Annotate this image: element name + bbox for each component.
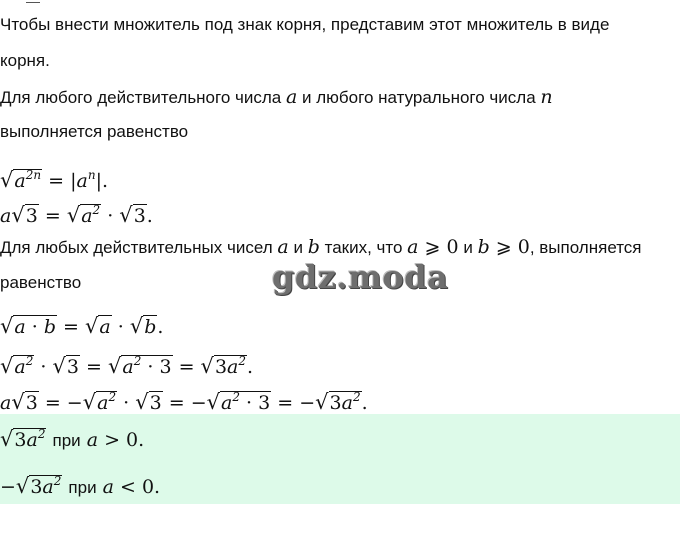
paragraph-2-text-b: и любого натурального числа (302, 88, 536, 107)
watermark-logo: gdz.moda (272, 258, 449, 296)
var-a: a (285, 86, 298, 108)
paragraph-3-line-1 (0, 236, 642, 259)
var-a: a (277, 236, 289, 258)
condition-a: a ⩾ 0 (407, 236, 459, 258)
answer-positive-pri: при (52, 431, 81, 450)
formula-a-sqrt3: $a√3 = √a^2 \cdot √3$. (0, 203, 153, 227)
var-n: n (540, 86, 553, 108)
paragraph-3-text-b: и (293, 238, 303, 257)
paragraph-1-line-1: Чтобы внести множитель под знак корня, представим этот множитель в виде (0, 15, 610, 34)
paragraph-3-text-e: , выполняется (529, 238, 642, 257)
paragraph-3-text-d: и (463, 238, 473, 257)
paragraph-2-text-a: Для любого действительного числа (0, 88, 282, 107)
paragraph-2-line-1 (0, 86, 553, 109)
top-mark (26, 2, 40, 3)
paragraph-3-text-c: таких, что (324, 238, 403, 257)
paragraph-2-line-2: выполняется равенство (0, 122, 189, 141)
var-b: b (307, 236, 320, 258)
answer-negative-pri: при (68, 478, 97, 497)
answer-positive: $√3a^2$ при a > 0. (0, 427, 145, 451)
formula-sqrt-a2n: $√a^{2n} = |a^n|$. (0, 168, 109, 192)
condition-b: b ⩾ 0 (477, 236, 530, 258)
formula-a-sqrt3-negative: $a√3 = -√a^2 \cdot √3 = -√a^2 \cdot 3 = -√3a^2$. (0, 390, 368, 414)
paragraph-3-line-2: равенство (0, 273, 82, 292)
answer-negative: $-√3a^2$ при a < 0. (0, 474, 161, 498)
paragraph-1-line-2: корня. (0, 51, 50, 70)
formula-sqrt-a2-sqrt3: $√a^2 \cdot √3 = √a^2 \cdot 3 = √3a^2$. (0, 354, 254, 378)
formula-sqrt-ab: √a · b = √a · √b. (0, 314, 164, 338)
paragraph-3-text-a: Для любых действительных чисел (0, 238, 273, 257)
